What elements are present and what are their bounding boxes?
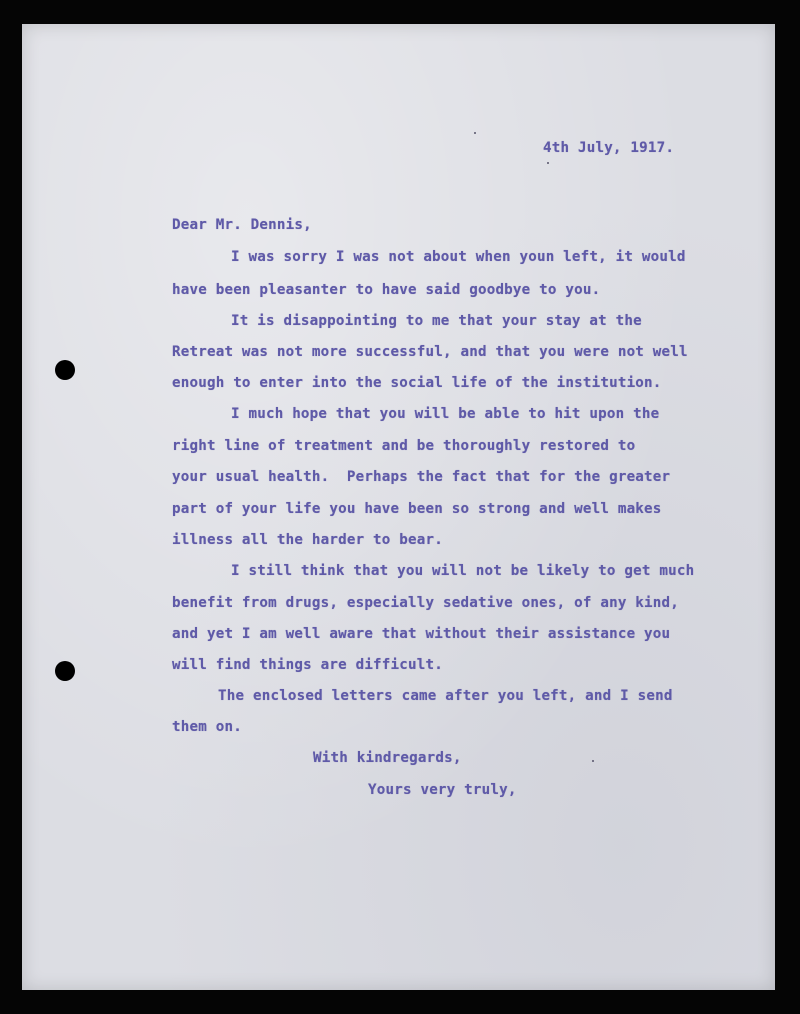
letter-closing: With kindregards, <box>313 750 462 766</box>
body-line: benefit from drugs, especially sedative ones, of any kind, <box>172 595 680 611</box>
body-line: I much hope that you will be able to hit upon the <box>231 406 660 422</box>
body-line: enough to enter into the social life of the institution. <box>172 375 662 391</box>
body-line: have been pleasanter to have said goodbye to you. <box>172 282 601 298</box>
body-line: Retreat was not more successful, and that you were not well <box>172 344 688 360</box>
body-line: I still think that you will not be likely to get much <box>231 563 695 579</box>
body-line: them on. <box>172 719 242 735</box>
punch-hole-bottom <box>55 661 75 681</box>
body-line: right line of treatment and be thoroughly restored to <box>172 438 636 454</box>
letter-salutation: Dear Mr. Dennis, <box>172 217 312 233</box>
paper-speck <box>547 162 549 164</box>
body-line: and yet I am well aware that without their assistance you <box>172 626 671 642</box>
letter-signoff: Yours very truly, <box>368 782 517 798</box>
paper-speck <box>474 132 476 134</box>
punch-hole-top <box>55 360 75 380</box>
body-line: It is disappointing to me that your stay at the <box>231 313 642 329</box>
body-line: illness all the harder to bear. <box>172 532 443 548</box>
paper-speck <box>592 760 594 762</box>
body-line: I was sorry I was not about when youn left, it would <box>231 249 686 265</box>
body-line: The enclosed letters came after you left, and I send <box>218 688 673 704</box>
body-line: part of your life you have been so strong and well makes <box>172 501 662 517</box>
letter-date: 4th July, 1917. <box>543 140 675 156</box>
body-line: your usual health. Perhaps the fact that for the greater <box>172 469 671 485</box>
body-line: will find things are difficult. <box>172 657 443 673</box>
